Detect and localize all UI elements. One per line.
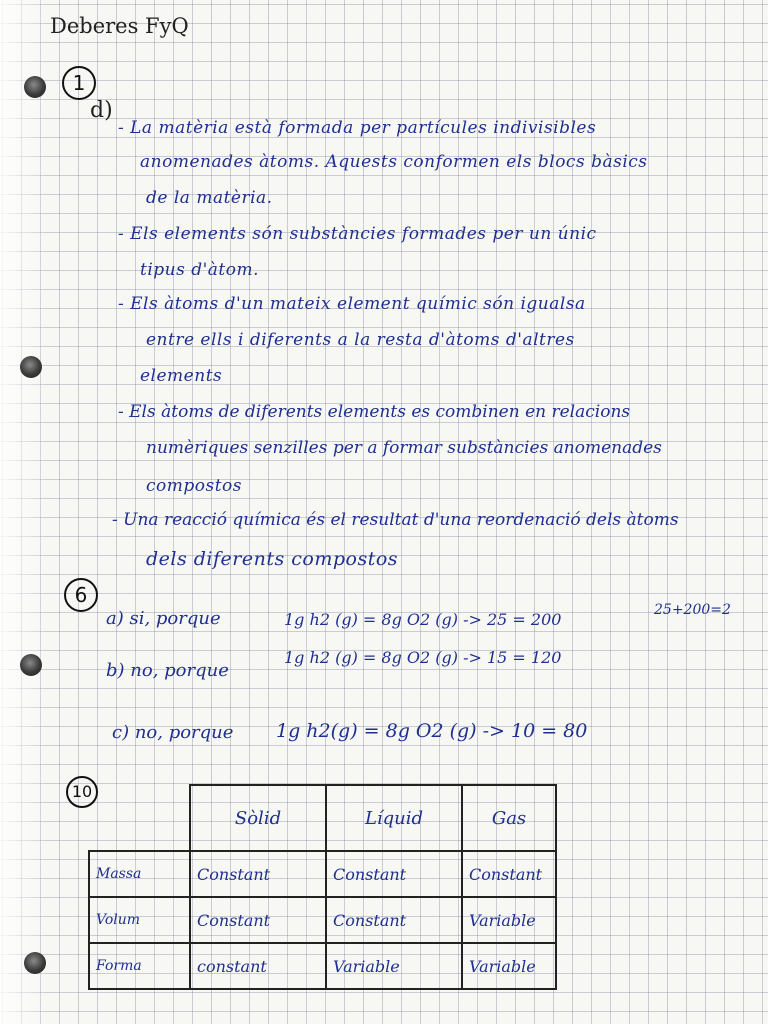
table-row-label: Massa [89, 851, 190, 897]
page-title: Deberes FyQ [50, 14, 189, 38]
states-of-matter-table [88, 784, 557, 990]
exercise-10-number: 10 [66, 776, 98, 808]
table-cell: Constant [190, 897, 326, 943]
table-corner-cell [89, 785, 190, 851]
exercise-1-line: tipus d'àtom. [140, 260, 260, 280]
table-cell: Constant [326, 897, 462, 943]
exercise-6-a-note: 25+200=2 [654, 602, 731, 618]
exercise-1-line: - Els àtoms d'un mateix element químic són igualsa [118, 294, 586, 314]
exercise-6-b-label: b) no, porque [106, 660, 229, 681]
exercise-1-line: numèriques senzilles per a formar substàncies anomenades [146, 438, 662, 458]
table-cell: Constant [462, 851, 556, 897]
table-row [89, 897, 556, 943]
exercise-6-number: 6 [64, 578, 98, 612]
exercise-1-line: - Els elements són substàncies formades per un únic [118, 224, 597, 244]
table-cell: constant [190, 943, 326, 989]
exercise-6-b-equation: 1g h2 (g) = 8g O2 (g) -> 15 = 120 [284, 648, 562, 667]
table-row-label: Volum [89, 897, 190, 943]
exercise-1-line: - La matèria està formada per partícules indivisibles [118, 118, 597, 138]
binder-hole [24, 76, 46, 98]
table-header-cell: Líquid [326, 785, 462, 851]
table-cell: Variable [326, 943, 462, 989]
exercise-1-number: 1 [62, 66, 96, 100]
table-cell: Constant [326, 851, 462, 897]
binder-hole [20, 356, 42, 378]
binder-hole [20, 654, 42, 676]
exercise-6-c-label: c) no, porque [112, 722, 234, 743]
exercise-1-part-label: d) [90, 98, 113, 123]
exercise-1-line: dels diferents compostos [146, 548, 399, 570]
table-row [89, 943, 556, 989]
table-cell: Variable [462, 897, 556, 943]
exercise-1-line: elements [140, 366, 223, 386]
table-cell: Constant [190, 851, 326, 897]
binder-hole [24, 952, 46, 974]
exercise-1-line: de la matèria. [146, 188, 273, 208]
exercise-6-a-equation: 1g h2 (g) = 8g O2 (g) -> 25 = 200 [284, 610, 562, 629]
page-edge-shade [0, 0, 48, 1024]
table-header-cell: Gas [462, 785, 556, 851]
exercise-1-line: anomenades àtoms. Aquests conformen els blocs bàsics [140, 152, 648, 172]
exercise-1-line: entre ells i diferents a la resta d'àtoms d'altres [146, 330, 575, 350]
table-header-cell: Sòlid [190, 785, 326, 851]
exercise-1-line: - Els àtoms de diferents elements es combinen en relacions [118, 402, 631, 422]
table-row [89, 851, 556, 897]
exercise-1-line: compostos [146, 476, 243, 496]
exercise-6-c-equation: 1g h2(g) = 8g O2 (g) -> 10 = 80 [276, 720, 588, 742]
table-row-label: Forma [89, 943, 190, 989]
exercise-6-a-label: a) si, porque [106, 608, 221, 629]
table-cell: Variable [462, 943, 556, 989]
exercise-1-line: - Una reacció química és el resultat d'una reordenació dels àtoms [112, 510, 679, 530]
table-header-row [89, 785, 556, 851]
